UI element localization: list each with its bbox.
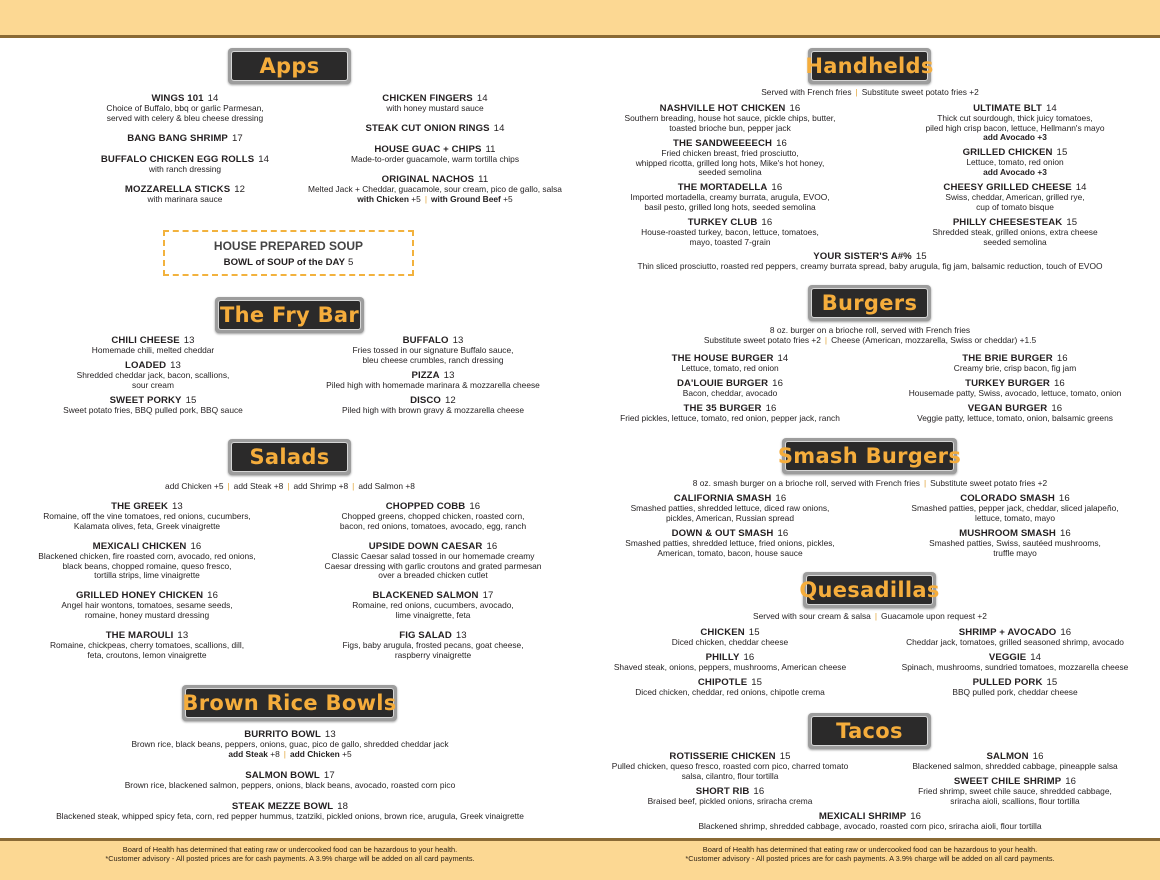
apps-header: [228, 48, 351, 84]
frybar-header: [215, 297, 364, 333]
advisory-left: Board of Health has determined that eating raw or undercooked food can be hazardous to your health. *Customer advisory - All posted prices are for cash payments. A 3.9% charge will be added on all card payments.: [105, 845, 475, 863]
apps-title: Apps: [259, 54, 320, 78]
quesadillas-header: [799, 572, 940, 608]
bowls-header: [182, 685, 397, 721]
soup-title: HOUSE PREPARED SOUP: [213, 239, 364, 253]
menu-item: NASHVILLE HOT CHICKEN 16 Southern breading, house hot sauce, pickle chips, butter, toasted brioche bun, pepper jack: [624, 103, 836, 133]
menu-item: THE MAROULI 13 Romaine, chickpeas, cherry tomatoes, scallions, dill, feta, croutons, lemon vinaigrette: [49, 630, 245, 660]
soup-box: [163, 230, 414, 276]
top-banner: [0, 0, 1160, 38]
menu-item: MOZZARELLA STICKS 12 with marinara sauce: [124, 184, 246, 204]
quesadillas-title: Quesadillas: [799, 578, 940, 602]
soup-sub: BOWL of SOUP of the DAY 5: [223, 257, 354, 268]
menu-item: CHOPPED COBB 16 Chopped greens, chopped chicken, roasted corn, bacon, red onions, tomatoes, avocado, egg, ranch: [339, 501, 527, 531]
burgers-note: 8 oz. burger on a brioche roll, served with French fries Substitute sweet potato fries +2 | Cheese (American, mozzarella, Swiss or cheddar) +1.5: [703, 325, 1037, 345]
burgers-header: [808, 285, 931, 321]
frybar-title: The Fry Bar: [219, 303, 360, 327]
menu-item: CHEESY GRILLED CHEESE 14 Swiss, cheddar, American, grilled rye, cup of tomato bisque: [943, 182, 1087, 212]
menu-item: MEXICALI CHICKEN 16 Blackened chicken, fire roasted corn, avocado, red onions, black beans, chopped romaine, queso fresco, tortilla strips, lime vinaigrette: [38, 541, 256, 581]
menu-item: BURRITO BOWL 13 Brown rice, black beans, peppers, onions, guac, pico de gallo, shredded cheddar jack add Steak +8 | add Chicken +5: [131, 729, 449, 759]
menu-item: VEGAN BURGER 16 Veggie patty, lettuce, tomato, onion, balsamic greens: [917, 403, 1113, 423]
menu-item: CHICKEN 15 Diced chicken, cheddar cheese: [671, 627, 789, 647]
menu-item: BUFFALO CHICKEN EGG ROLLS 14 with ranch dressing: [100, 154, 270, 174]
menu-item: WINGS 101 14 Choice of Buffalo, bbq or garlic Parmesan, served with celery & bleu cheese dressing: [106, 93, 264, 123]
handhelds-title: Handhelds: [805, 54, 934, 78]
menu-item: DOWN & OUT SMASH 16 Smashed patties, shredded lettuce, fried onions, pickles, American, tomato, bacon, house sauce: [625, 528, 835, 558]
menu-item: THE GREEK 13 Romaine, off the vine tomatoes, red onions, cucumbers, Kalamata olives, feta, Greek vinaigrette: [43, 501, 251, 531]
menu-item: BLACKENED SALMON 17 Romaine, red onions, cucumbers, avocado, lime vinaigrette, feta: [352, 590, 514, 620]
menu-item: THE MORTADELLA 16 Imported mortadella, creamy burrata, arugula, EVOO, basil pesto, grilled long hots, seeded semolina: [630, 182, 830, 212]
menu-item: PULLED PORK 15 BBQ pulled pork, cheddar cheese: [952, 677, 1078, 697]
menu-item: PHILLY CHEESESTEAK 15 Shredded steak, grilled onions, extra cheese seeded semolina: [932, 217, 1098, 247]
tacos-title: Tacos: [836, 719, 903, 743]
menu-item: BUFFALO 13 Fries tossed in our signature Buffalo sauce, bleu cheese crumbles, ranch dressing: [352, 335, 514, 365]
salads-title: Salads: [249, 445, 330, 469]
menu-item: DA'LOUIE BURGER 16 Bacon, cheddar, avocado: [676, 378, 784, 398]
menu-item: MUSHROOM SMASH 16 Smashed patties, Swiss, sautéed mushrooms, truffle mayo: [929, 528, 1101, 558]
quesadillas-note: Served with sour cream & salsa | Guacamole upon request +2: [753, 611, 987, 621]
advisory-right: Board of Health has determined that eating raw or undercooked food can be hazardous to your health. *Customer advisory - All posted prices are for cash payments. A 3.9% charge will be added on all card payments.: [685, 845, 1055, 863]
menu-item: THE SANDWEEEECH 16 Fried chicken breast, fried prosciutto, whipped ricotta, grilled long hots, Mike's hot honey, seeded semolina: [635, 138, 825, 178]
menu-item: GRILLED CHICKEN 15 Lettuce, tomato, red onion add Avocado +3: [962, 147, 1068, 177]
menu-item: ULTIMATE BLT 14 Thick cut sourdough, thick juicy tomatoes, piled high crisp bacon, lettuce, Hellmann's mayo add Avocado +3: [925, 103, 1105, 143]
menu-item: FIG SALAD 13 Figs, baby arugula, frosted pecans, goat cheese, raspberry vinaigrette: [342, 630, 524, 660]
menu-item: ORIGINAL NACHOS 11 Melted Jack + Cheddar, guacamole, sour cream, pico de gallo, salsa with Chicken +5 | with Ground Beef +5: [308, 174, 562, 204]
menu-item: DISCO 12 Piled high with brown gravy & mozzarella cheese: [341, 395, 524, 415]
menu-item: YOUR SISTER'S A#% 15 Thin sliced prosciutto, roasted red peppers, creamy burrata spread, baby arugula, fig jam, balsamic reduction, touch of EVOO: [637, 251, 1103, 271]
menu-item: PHILLY 16 Shaved steak, onions, peppers, mushrooms, American cheese: [613, 652, 847, 672]
menu-item: ROTISSERIE CHICKEN 15 Pulled chicken, queso fresco, roasted corn pico, charred tomato salsa, cilantro, flour tortilla: [611, 751, 849, 781]
menu-item: UPSIDE DOWN CAESAR 16 Classic Caesar salad tossed in our homemade creamy Caesar dressing with garlic croutons and grated parmesan over a breaded chicken cutlet: [324, 541, 542, 581]
menu-item: CHILI CHEESE 13 Homemade chili, melted cheddar: [91, 335, 215, 355]
bowls-title: Brown Rice Bowls: [182, 691, 397, 715]
menu-item: HOUSE GUAC + CHIPS 11 Made-to-order guacamole, warm tortilla chips: [350, 144, 520, 164]
smash-title: Smash Burgers: [777, 444, 962, 468]
menu-item: STEAK MEZZE BOWL 18 Blackened steak, whipped spicy feta, corn, red pepper hummus, tzatziki, pickled onions, brown rice, arugula, Greek vinaigrette: [56, 801, 524, 821]
menu-item: THE HOUSE BURGER 14 Lettuce, tomato, red onion: [671, 353, 789, 373]
menu-item: GRILLED HONEY CHICKEN 16 Angel hair wontons, tomatoes, sesame seeds, romaine, honey mustard dressing: [61, 590, 233, 620]
menu-item: BANG BANG SHRIMP 17: [127, 133, 243, 144]
smash-note: 8 oz. smash burger on a brioche roll, served with French fries | Substitute sweet potato fries +2: [692, 478, 1048, 488]
menu-item: PIZZA 13 Piled high with homemade marinara & mozzarella cheese: [326, 370, 540, 390]
menu-item: THE BRIE BURGER 16 Creamy brie, crisp bacon, fig jam: [953, 353, 1077, 373]
menu-item: TURKEY BURGER 16 Housemade patty, Swiss, avocado, lettuce, tomato, onion: [908, 378, 1122, 398]
smash-header: [777, 438, 962, 474]
menu-item: SALMON BOWL 17 Brown rice, blackened salmon, peppers, onions, black beans, avocado, roasted corn pico: [124, 770, 456, 790]
menu-item: SALMON 16 Blackened salmon, shredded cabbage, pineapple salsa: [912, 751, 1118, 771]
salads-addons: add Chicken +5 | add Steak +8 | add Shrimp +8 | add Salmon +8: [165, 481, 415, 491]
menu-item: COLORADO SMASH 16 Smashed patties, pepper jack, cheddar, sliced jalapeño, lettuce, tomato, mayo: [911, 493, 1119, 523]
menu-item: VEGGIE 14 Spinach, mushrooms, sundried tomatoes, mozzarella cheese: [901, 652, 1129, 672]
menu-item: LOADED 13 Shredded cheddar jack, bacon, scallions, sour cream: [76, 360, 230, 390]
menu-item: STEAK CUT ONION RINGS 14: [365, 123, 505, 134]
menu-item: SHRIMP + AVOCADO 16 Cheddar jack, tomatoes, grilled seasoned shrimp, avocado: [906, 627, 1124, 647]
burgers-title: Burgers: [821, 291, 918, 315]
menu-item: CALIFORNIA SMASH 16 Smashed patties, shredded lettuce, diced raw onions, pickles, American, Russian spread: [630, 493, 830, 523]
menu-item: SHORT RIB 16 Braised beef, pickled onions, sriracha crema: [647, 786, 813, 806]
menu-item: THE 35 BURGER 16 Fried pickles, lettuce, tomato, red onion, pepper jack, ranch: [620, 403, 840, 423]
menu-item: SWEET PORKY 15 Sweet potato fries, BBQ pulled pork, BBQ sauce: [63, 395, 243, 415]
menu-item: CHIPOTLE 15 Diced chicken, cheddar, red onions, chipotle crema: [635, 677, 825, 697]
tacos-header: [808, 713, 931, 749]
menu-item: TURKEY CLUB 16 House-roasted turkey, bacon, lettuce, tomatoes, mayo, toasted 7-grain: [641, 217, 819, 247]
handhelds-note: Served with French fries | Substitute sweet potato fries +2: [761, 87, 979, 97]
menu-item: MEXICALI SHRIMP 16 Blackened shrimp, shredded cabbage, avocado, roasted corn pico, sriracha aioli, flour tortilla: [698, 811, 1042, 831]
handhelds-header: [805, 48, 934, 84]
salads-header: [228, 439, 351, 475]
menu-item: CHICKEN FINGERS 14 with honey mustard sauce: [382, 93, 488, 113]
menu-item: SWEET CHILE SHRIMP 16 Fried shrimp, sweet chile sauce, shredded cabbage, sriracha aioli, scallions, flour tortilla: [918, 776, 1112, 806]
